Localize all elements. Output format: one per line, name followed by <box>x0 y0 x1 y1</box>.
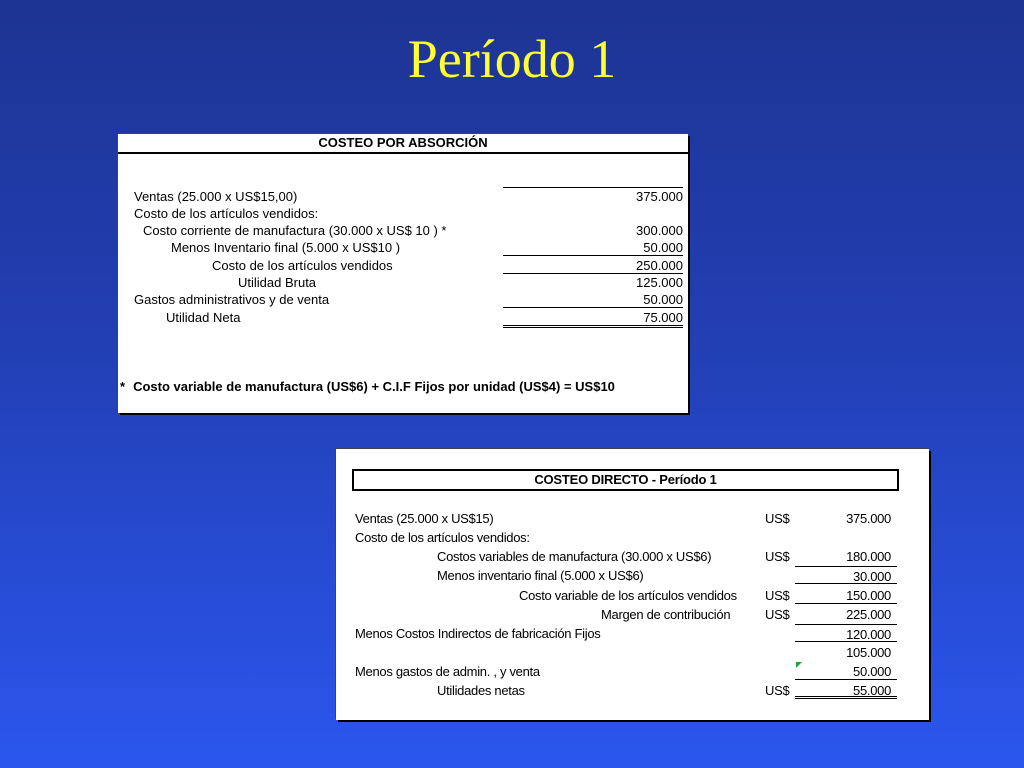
table-row <box>118 309 688 326</box>
row-label: Menos gastos de admin. , y venta <box>355 664 540 679</box>
row-currency: US$ <box>765 607 790 622</box>
table-row <box>336 509 929 528</box>
row-currency: US$ <box>765 511 790 526</box>
footnote-text: Costo variable de manufactura (US$6) + C.I.F Fijos por unidad (US$4) = US$10 <box>133 379 615 394</box>
table-row <box>336 528 929 547</box>
row-label: Costo variable de los artículos vendidos <box>519 588 737 603</box>
absorption-table-header: COSTEO POR ABSORCIÓN <box>118 134 688 154</box>
row-label: Ventas (25.000 x US$15) <box>355 511 494 526</box>
table-row <box>336 566 929 585</box>
table-row <box>118 239 688 256</box>
row-label: Costo de los artículos vendidos <box>212 258 393 273</box>
row-currency: US$ <box>765 683 790 698</box>
row-amount: 75.000 <box>503 309 683 328</box>
row-currency: US$ <box>765 588 790 603</box>
row-amount: 250.000 <box>503 257 683 274</box>
row-amount: 225.000 <box>846 607 891 622</box>
table-row <box>336 605 929 624</box>
row-currency: US$ <box>765 549 790 564</box>
table-row <box>336 624 929 643</box>
table-row <box>118 274 688 291</box>
footnote <box>120 379 615 394</box>
table-row <box>118 188 688 205</box>
row-label: Gastos administrativos y de venta <box>134 292 330 307</box>
row-label: Margen de contribución <box>601 607 731 622</box>
table-row <box>118 222 688 239</box>
row-label: Menos Inventario final (5.000 x US$10 ) <box>171 240 401 255</box>
row-amount: 375.000 <box>503 187 683 204</box>
row-amount: 55.000 <box>795 681 897 699</box>
row-label: Ventas (25.000 x US$15,00) <box>134 189 298 204</box>
table-row <box>118 205 688 222</box>
row-amount: 180.000 <box>846 549 891 564</box>
row-amount: 120.000 <box>795 624 897 642</box>
row-amount: 50.000 <box>795 662 897 680</box>
table-row <box>118 257 688 274</box>
table-row <box>118 291 688 308</box>
table-row <box>336 643 929 662</box>
table-row <box>336 547 929 566</box>
row-label: Menos Costos Indirectos de fabricación Fijos <box>355 626 601 641</box>
row-label: Costo corriente de manufactura (30.000 x US$ 10 ) * <box>143 223 447 238</box>
row-amount: 50.000 <box>503 239 683 256</box>
row-label: Utilidad Neta <box>166 310 241 325</box>
row-amount: 30.000 <box>795 566 897 584</box>
row-label: Costos variables de manufactura (30.000 x US$6) <box>437 549 712 564</box>
row-amount: 150.000 <box>795 586 897 604</box>
table-row <box>336 681 929 700</box>
absorption-costing-table <box>118 134 688 413</box>
row-label: Menos inventario final (5.000 x US$6) <box>437 568 644 583</box>
table-row <box>336 662 929 681</box>
row-label: Costo de los artículos vendidos: <box>355 530 530 545</box>
table-row <box>336 586 929 605</box>
row-label: Utilidades netas <box>437 683 525 698</box>
row-amount: 125.000 <box>636 275 683 290</box>
slide-title: Período 1 <box>407 29 617 89</box>
direct-costing-table <box>336 449 929 720</box>
footnote-marker: * <box>120 379 126 394</box>
row-label: Costo de los artículos vendidos: <box>134 206 319 221</box>
row-amount: 50.000 <box>503 291 683 308</box>
direct-table-header: COSTEO DIRECTO - Período 1 <box>352 469 899 491</box>
row-amount: 375.000 <box>846 511 891 526</box>
row-amount: 300.000 <box>636 223 683 238</box>
row-amount: 105.000 <box>846 645 891 660</box>
row-label: Utilidad Bruta <box>238 275 317 290</box>
comment-indicator <box>796 662 802 668</box>
